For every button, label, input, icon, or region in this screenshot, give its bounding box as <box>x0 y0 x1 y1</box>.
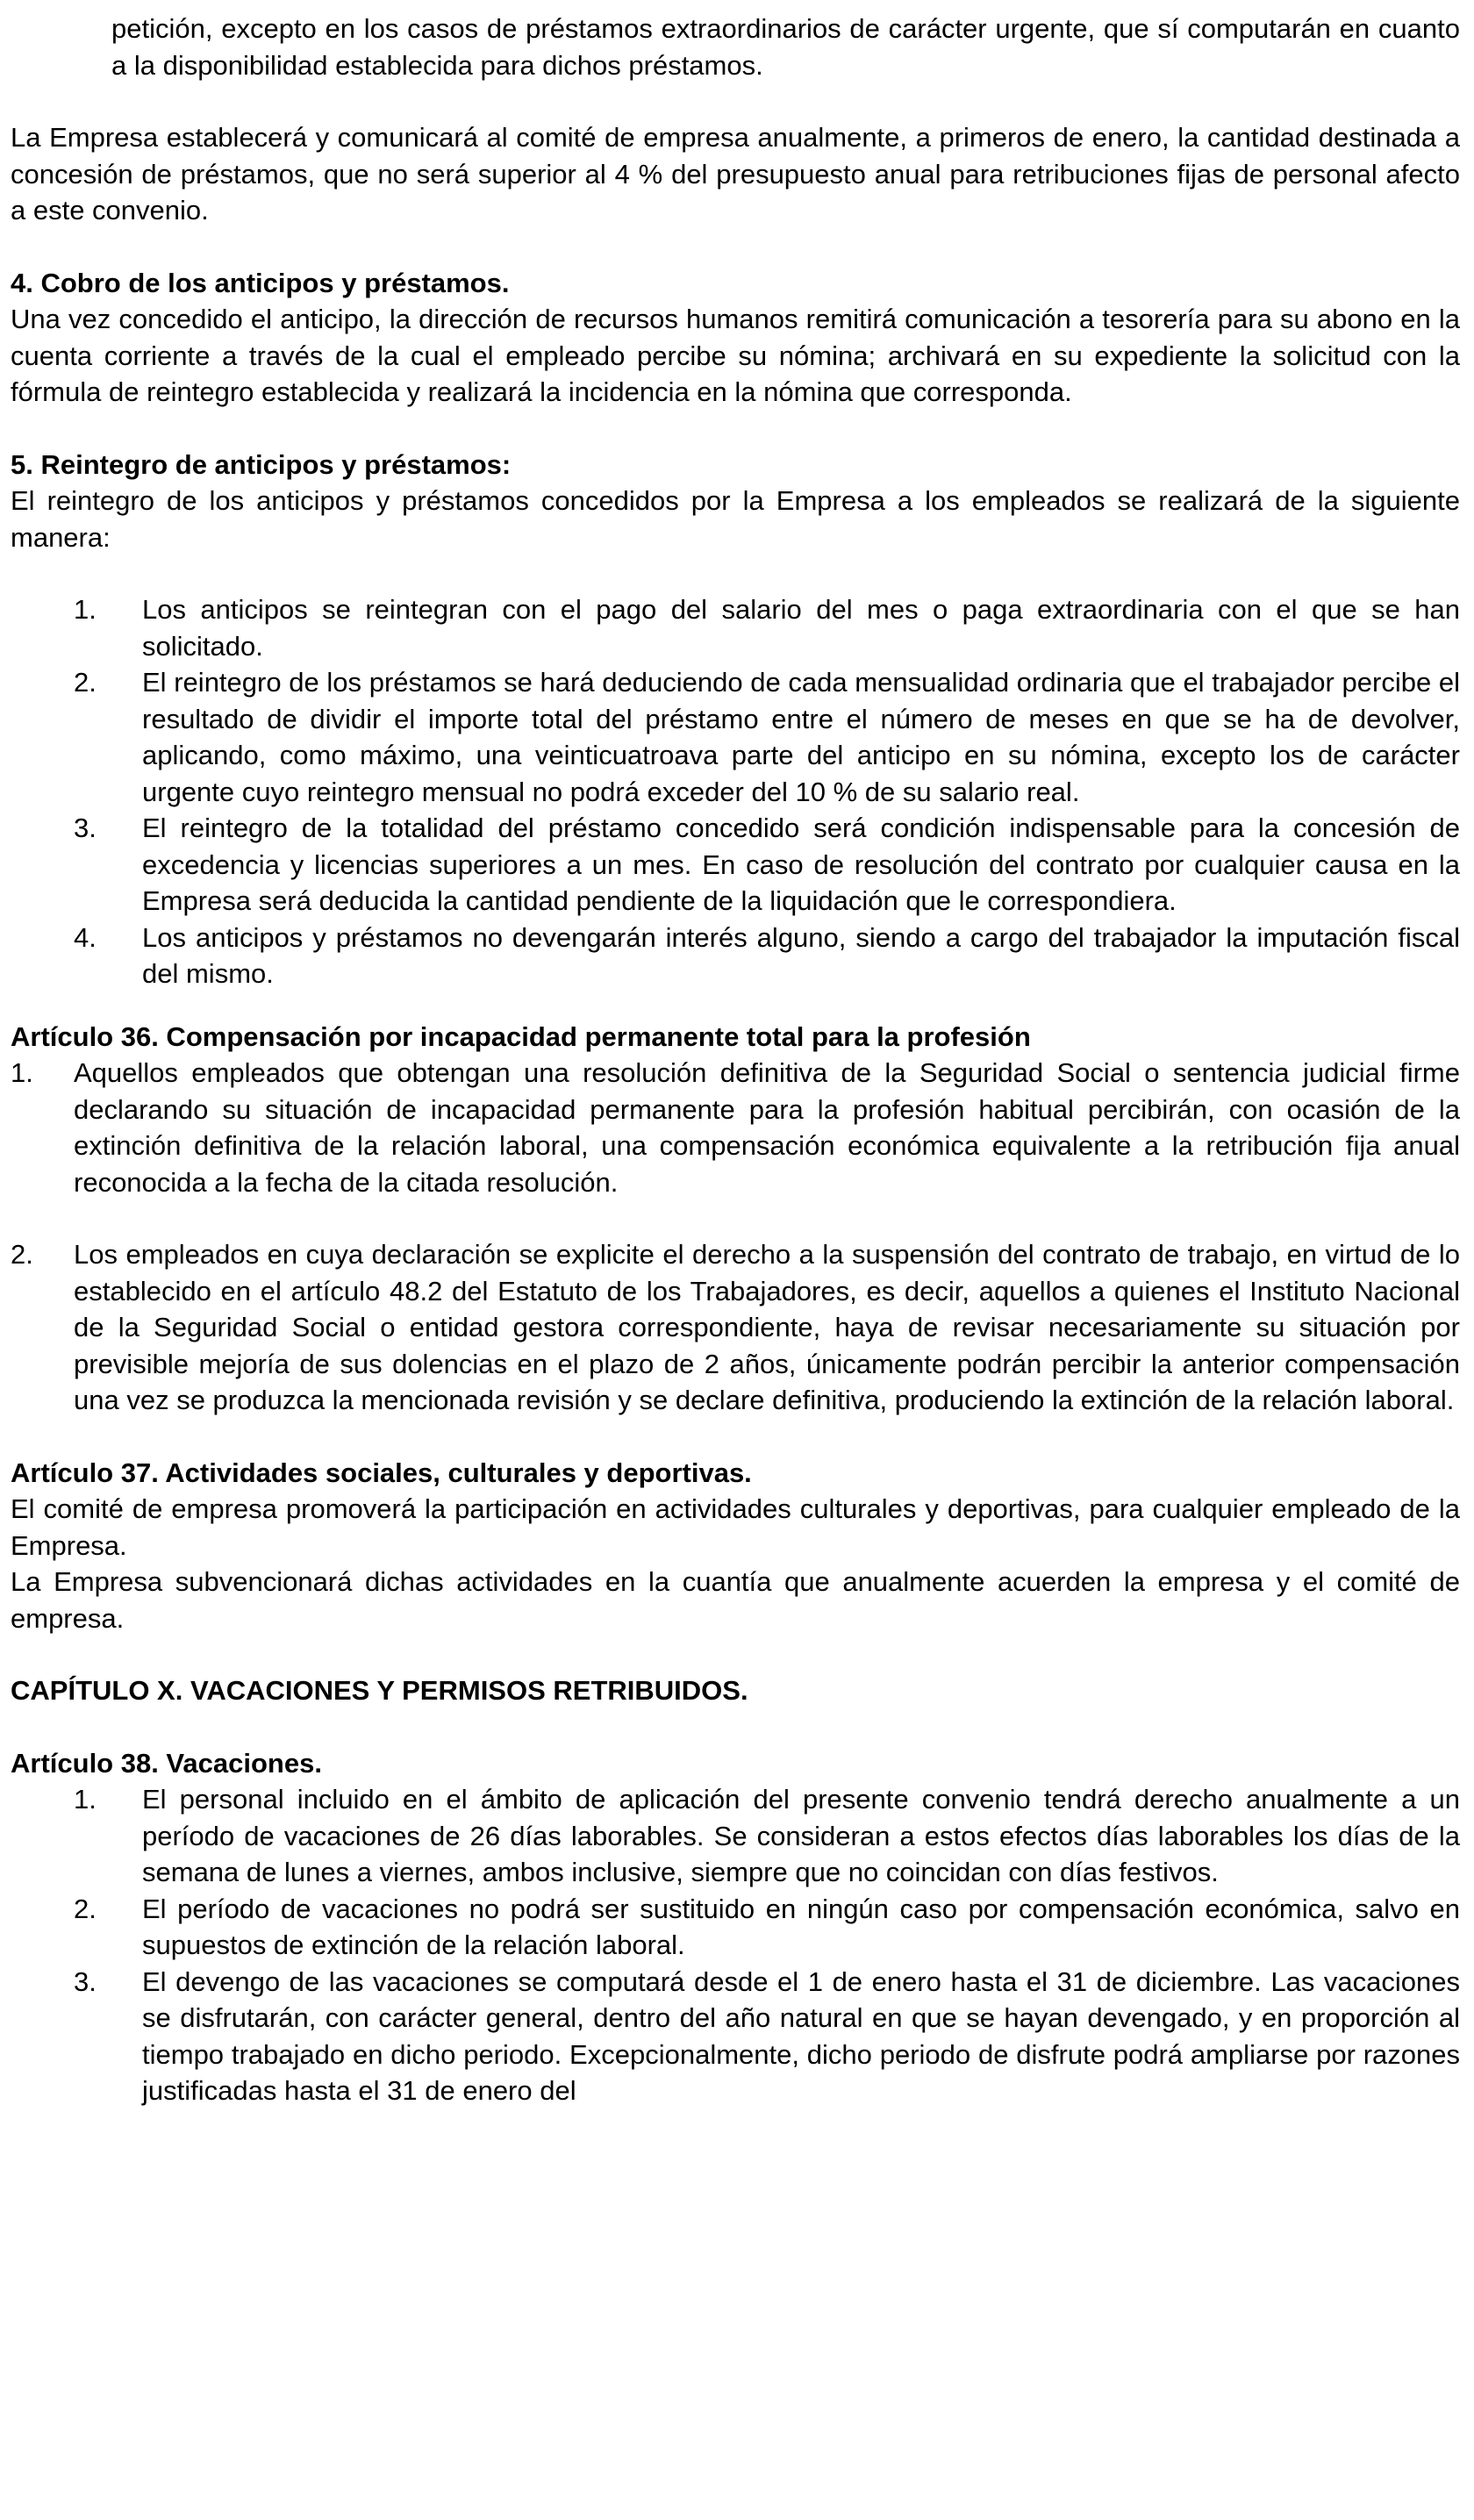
list-item <box>11 1781 1460 1891</box>
numbered-list <box>11 591 1460 992</box>
item-text: El personal incluido en el ámbito de aplicación del presente convenio tendrá derecho anualmente a un período de vacaciones de 26 días laborables. Se consideran a estos efectos días laborables los días de la semana de lunes a viernes, ambos inclusive, siempre que no coincidan con días festivos. <box>142 1784 1460 1887</box>
item-text: Los anticipos se reintegran con el pago del salario del mes o paga extraordinaria con el que se han solicitado. <box>142 594 1460 662</box>
section-body: El reintegro de los anticipos y préstamos concedidos por la Empresa a los empleados se realizará de la siguiente manera: <box>11 485 1460 553</box>
item-text: El reintegro de los préstamos se hará deduciendo de cada mensualidad ordinaria que el trabajador percibe el resultado de dividir el importe total del préstamo entre el número de meses en que se ha de devolver, aplicando, como máximo, una veinticuatroava parte del anticipo en su nómina, excepto los de carácter urgente cuyo reintegro mensual no podrá exceder del 10 % de su salario real. <box>142 667 1460 807</box>
article-heading: Artículo 38. Vacaciones. <box>11 1747 322 1779</box>
article-37 <box>11 1455 1460 1637</box>
article-36 <box>11 1019 1460 1419</box>
article-heading: Artículo 36. Compensación por incapacidad permanente total para la profesión <box>11 1020 1031 1052</box>
section-4 <box>11 265 1460 411</box>
list-item <box>11 920 1460 992</box>
continued-paragraph: petición, excepto en los casos de préstamos extraordinarios de carácter urgente, que sí computarán en cuanto a la disponibilidad establecida para dichos préstamos. <box>111 13 1460 81</box>
item-number: 2. <box>74 667 97 698</box>
item-number: 3. <box>74 813 97 843</box>
item-text: El período de vacaciones no podrá ser sustituido en ningún caso por compensación económica, salvo en supuestos de extinción de la relación laboral. <box>142 1893 1460 1960</box>
chapter-heading: CAPÍTULO X. VACACIONES Y PERMISOS RETRIBUIDOS. <box>11 1675 748 1706</box>
item-number: 2. <box>74 1893 97 1924</box>
item-text: Los empleados en cuya declaración se explicite el derecho a la suspensión del contrato de trabajo, en virtud de lo establecido en el artículo 48.2 del Estatuto de los Trabajadores, es decir, aquellos a quienes el Instituto Nacional de la Seguridad Social o entidad gestora correspondiente, haya de revisar necesariamente su situación por previsible mejoría de sus dolencias en el plazo de 2 años, únicamente podrán percibir la anterior compensación una vez se produzca la mencionada revisión y se declare definitiva, produciendo la extinción de la relación laboral. <box>74 1239 1460 1415</box>
section-body: Una vez concedido el anticipo, la dirección de recursos humanos remitirá comunicación a tesorería para su abono en la cuenta corriente a través de la cual el empleado percibe su nómina; archivará en su expediente la solicitud con la fórmula de reintegro establecida y realizará la incidencia en la nómina que corresponda. <box>11 304 1460 407</box>
item-number: 1. <box>11 1057 33 1088</box>
numbered-list <box>11 1055 1460 1419</box>
item-text: El reintegro de la totalidad del préstamo concedido será condición indispensable para la concesión de excedencia y licencias superiores a un mes. En caso de resolución del contrato por cualquier causa en la Empresa será deducida la cantidad pendiente de la liquidación que le correspondiera. <box>142 813 1460 916</box>
section-heading: 4. Cobro de los anticipos y préstamos. <box>11 267 510 298</box>
section-heading: 5. Reintegro de anticipos y préstamos: <box>11 448 512 480</box>
numbered-list <box>11 1781 1460 2109</box>
list-item <box>11 664 1460 810</box>
article-38 <box>11 1745 1460 2109</box>
item-number: 1. <box>74 1784 97 1815</box>
list-item <box>11 1964 1460 2109</box>
article-paragraph: La Empresa subvencionará dichas actividades en la cuantía que anualmente acuerden la empresa y el comité de empresa. <box>11 1566 1460 1634</box>
loan-budget-paragraph: La Empresa establecerá y comunicará al comité de empresa anualmente, a primeros de enero, la cantidad destinada a concesión de préstamos, que no será superior al 4 % del presupuesto anual para retribuciones fijas de personal afecto a este convenio. <box>11 122 1460 226</box>
section-5 <box>11 447 1460 992</box>
list-item <box>11 591 1460 664</box>
article-heading: Artículo 37. Actividades sociales, culturales y deportivas. <box>11 1457 752 1488</box>
list-item <box>11 1891 1460 1964</box>
article-paragraph: El comité de empresa promoverá la participación en actividades culturales y deportivas, para cualquier empleado de la Empresa. <box>11 1493 1460 1561</box>
list-item <box>11 1055 1460 1200</box>
item-text: El devengo de las vacaciones se computará desde el 1 de enero hasta el 31 de diciembre. Las vacaciones se disfrutarán, con carácter general, dentro del año natural en que se hayan devengado, y en proporción al tiempo trabajado en dicho periodo. Excepcionalmente, dicho periodo de disfrute podrá ampliarse por razones justificadas hasta el 31 de enero del <box>142 1965 1460 2106</box>
item-number: 3. <box>74 1965 97 1997</box>
item-number: 1. <box>74 594 97 625</box>
item-number: 4. <box>74 921 97 953</box>
item-text: Los anticipos y préstamos no devengarán interés alguno, siendo a cargo del trabajador la imputación fiscal del mismo. <box>142 921 1460 989</box>
list-item <box>11 810 1460 920</box>
document-page <box>11 11 1460 2109</box>
item-text: Aquellos empleados que obtengan una resolución definitiva de la Seguridad Social o sentencia judicial firme declarando su situación de incapacidad permanente para la profesión habitual percibirán, con ocasión de la extinción definitiva de la relación laboral, una compensación económica equivalente a la retribución fija anual reconocida a la fecha de la citada resolución. <box>74 1057 1460 1198</box>
item-number: 2. <box>11 1239 33 1270</box>
list-item <box>11 1236 1460 1419</box>
